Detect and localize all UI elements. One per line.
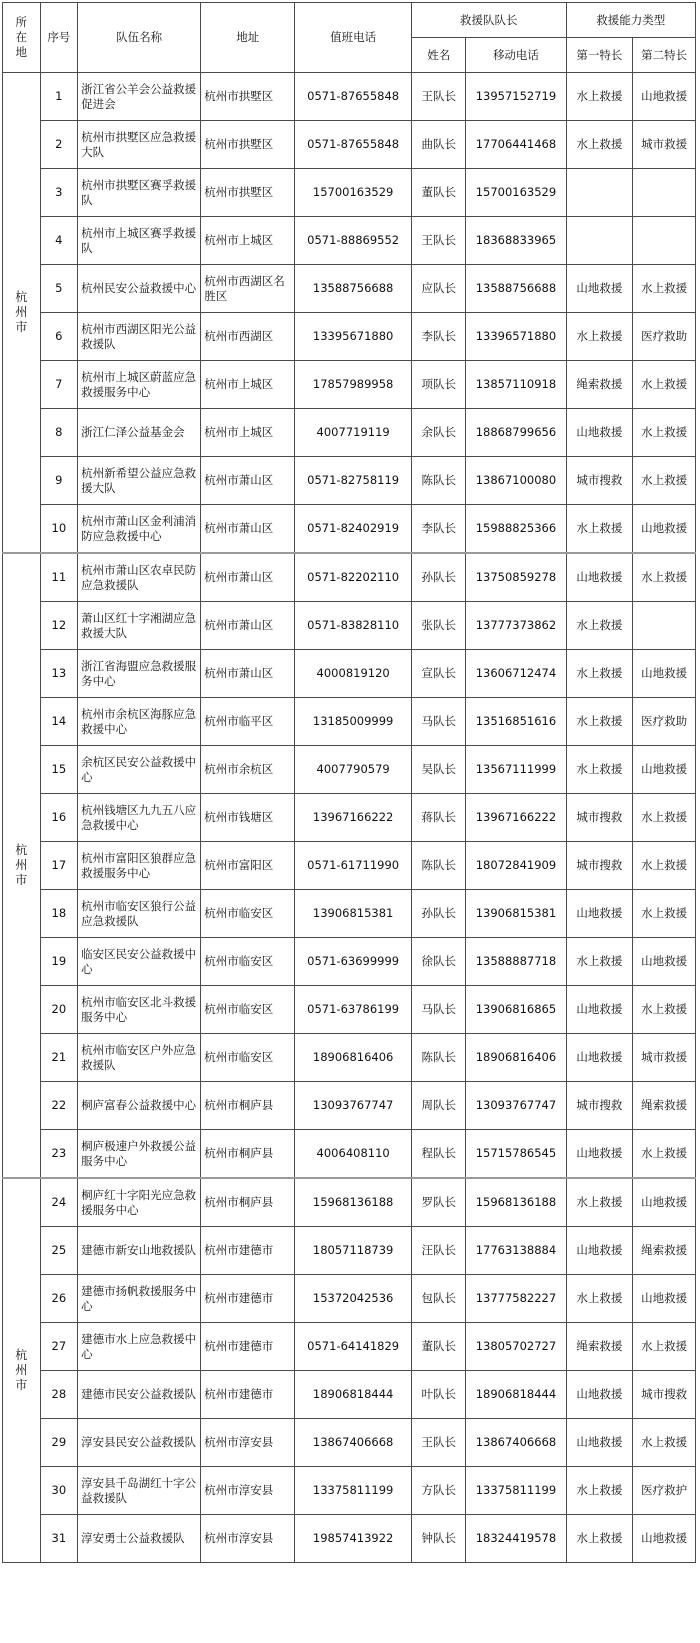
address-cell: 杭州市上城区 — [201, 361, 295, 409]
seq-cell: 2 — [40, 121, 78, 169]
leader-name-cell: 包队长 — [412, 1275, 466, 1323]
table-row — [3, 361, 696, 409]
first-specialty-cell: 城市搜救 — [566, 457, 633, 505]
team-name-cell: 杭州市萧山区金利浦消防应急救援中心 — [78, 505, 201, 554]
first-specialty-cell: 水上救援 — [566, 73, 633, 121]
duty-phone-cell: 4007790579 — [295, 746, 412, 794]
team-name-cell: 建德市扬帆救援服务中心 — [78, 1275, 201, 1323]
address-cell: 杭州市萧山区 — [201, 505, 295, 554]
header-leader-group: 救援队队长 — [412, 3, 566, 38]
header-first: 第一特长 — [566, 38, 633, 73]
first-specialty-cell: 水上救援 — [566, 602, 633, 650]
second-specialty-cell — [633, 169, 696, 217]
second-specialty-cell: 水上救援 — [633, 361, 696, 409]
leader-name-cell: 项队长 — [412, 361, 466, 409]
team-name-cell: 杭州市临安区狼行公益应急救援队 — [78, 890, 201, 938]
first-specialty-cell: 山地救援 — [566, 1419, 633, 1467]
leader-name-cell: 蒋队长 — [412, 794, 466, 842]
table-row — [3, 409, 696, 457]
duty-phone-cell: 0571-82758119 — [295, 457, 412, 505]
address-cell: 杭州市余杭区 — [201, 746, 295, 794]
mobile-cell: 13606712474 — [466, 650, 566, 698]
seq-cell: 25 — [40, 1227, 78, 1275]
team-name-cell: 杭州市临安区户外应急救援队 — [78, 1034, 201, 1082]
header-ability-group: 救援能力类型 — [566, 3, 695, 38]
team-name-cell: 杭州市西湖区阳光公益救援队 — [78, 313, 201, 361]
address-cell: 杭州市萧山区 — [201, 553, 295, 602]
leader-name-cell: 李队长 — [412, 505, 466, 554]
mobile-cell: 15968136188 — [466, 1178, 566, 1227]
duty-phone-cell: 0571-87655848 — [295, 73, 412, 121]
duty-phone-cell: 18906818444 — [295, 1371, 412, 1419]
leader-name-cell: 宣队长 — [412, 650, 466, 698]
team-name-cell: 临安区民安公益救援中心 — [78, 938, 201, 986]
leader-name-cell: 陈队长 — [412, 842, 466, 890]
team-name-cell: 杭州市富阳区狼群应急救援服务中心 — [78, 842, 201, 890]
table-header — [3, 3, 696, 73]
address-cell: 杭州市建德市 — [201, 1323, 295, 1371]
second-specialty-cell: 山地救援 — [633, 1515, 696, 1563]
mobile-cell: 18868799656 — [466, 409, 566, 457]
leader-name-cell: 叶队长 — [412, 1371, 466, 1419]
table-row — [3, 1323, 696, 1371]
address-cell: 杭州市临安区 — [201, 986, 295, 1034]
mobile-cell: 13967166222 — [466, 794, 566, 842]
first-specialty-cell: 水上救援 — [566, 1467, 633, 1515]
leader-name-cell: 程队长 — [412, 1130, 466, 1179]
table-row — [3, 938, 696, 986]
first-specialty-cell: 城市搜救 — [566, 842, 633, 890]
first-specialty-cell: 山地救援 — [566, 553, 633, 602]
mobile-cell: 13857110918 — [466, 361, 566, 409]
mobile-cell: 13750859278 — [466, 553, 566, 602]
team-name-cell: 杭州市上城区赛孚救援队 — [78, 217, 201, 265]
seq-cell: 10 — [40, 505, 78, 554]
seq-cell: 23 — [40, 1130, 78, 1179]
first-specialty-cell: 山地救援 — [566, 265, 633, 313]
duty-phone-cell: 13375811199 — [295, 1467, 412, 1515]
second-specialty-cell: 水上救援 — [633, 265, 696, 313]
leader-name-cell: 董队长 — [412, 169, 466, 217]
table-row — [3, 169, 696, 217]
second-specialty-cell: 水上救援 — [633, 553, 696, 602]
first-specialty-cell: 山地救援 — [566, 1130, 633, 1179]
table-row — [3, 1515, 696, 1563]
table-row — [3, 698, 696, 746]
duty-phone-cell: 13906815381 — [295, 890, 412, 938]
duty-phone-cell: 13967166222 — [295, 794, 412, 842]
header-address: 地址 — [201, 3, 295, 73]
mobile-cell: 15700163529 — [466, 169, 566, 217]
duty-phone-cell: 18906816406 — [295, 1034, 412, 1082]
leader-name-cell: 应队长 — [412, 265, 466, 313]
first-specialty-cell: 水上救援 — [566, 1275, 633, 1323]
mobile-cell: 13777373862 — [466, 602, 566, 650]
table-row — [3, 505, 696, 554]
seq-cell: 15 — [40, 746, 78, 794]
second-specialty-cell: 绳索救援 — [633, 1227, 696, 1275]
address-cell: 杭州市临安区 — [201, 938, 295, 986]
duty-phone-cell: 15372042536 — [295, 1275, 412, 1323]
team-name-cell: 淳安县千岛湖红十字公益救援队 — [78, 1467, 201, 1515]
team-name-cell: 桐庐红十字阳光应急救援服务中心 — [78, 1178, 201, 1227]
second-specialty-cell: 医疗救护 — [633, 1467, 696, 1515]
duty-phone-cell: 0571-61711990 — [295, 842, 412, 890]
team-name-cell: 建德市民安公益救援队 — [78, 1371, 201, 1419]
first-specialty-cell — [566, 217, 633, 265]
leader-name-cell: 孙队长 — [412, 553, 466, 602]
duty-phone-cell: 0571-64141829 — [295, 1323, 412, 1371]
first-specialty-cell: 水上救援 — [566, 1178, 633, 1227]
team-name-cell: 杭州市临安区北斗救援服务中心 — [78, 986, 201, 1034]
table-row — [3, 986, 696, 1034]
second-specialty-cell: 山地救援 — [633, 650, 696, 698]
team-name-cell: 桐庐极速户外救援公益服务中心 — [78, 1130, 201, 1179]
mobile-cell: 13396571880 — [466, 313, 566, 361]
leader-name-cell: 王队长 — [412, 217, 466, 265]
leader-name-cell: 孙队长 — [412, 890, 466, 938]
team-name-cell: 杭州市余杭区海豚应急救援中心 — [78, 698, 201, 746]
seq-cell: 21 — [40, 1034, 78, 1082]
mobile-cell: 18072841909 — [466, 842, 566, 890]
duty-phone-cell: 0571-82402919 — [295, 505, 412, 554]
second-specialty-cell: 水上救援 — [633, 794, 696, 842]
second-specialty-cell: 水上救援 — [633, 842, 696, 890]
duty-phone-cell: 0571-82202110 — [295, 553, 412, 602]
mobile-cell: 13375811199 — [466, 1467, 566, 1515]
seq-cell: 20 — [40, 986, 78, 1034]
duty-phone-cell: 15700163529 — [295, 169, 412, 217]
duty-phone-cell: 4000819120 — [295, 650, 412, 698]
team-name-cell: 桐庐富春公益救援中心 — [78, 1082, 201, 1130]
table-row — [3, 1130, 696, 1179]
mobile-cell: 17706441468 — [466, 121, 566, 169]
seq-cell: 1 — [40, 73, 78, 121]
duty-phone-cell: 13395671880 — [295, 313, 412, 361]
table-row — [3, 1034, 696, 1082]
duty-phone-cell: 13093767747 — [295, 1082, 412, 1130]
seq-cell: 31 — [40, 1515, 78, 1563]
header-seq: 序号 — [40, 3, 78, 73]
first-specialty-cell: 水上救援 — [566, 698, 633, 746]
address-cell: 杭州市临安区 — [201, 1034, 295, 1082]
leader-name-cell: 余队长 — [412, 409, 466, 457]
second-specialty-cell: 山地救援 — [633, 1178, 696, 1227]
table-row — [3, 217, 696, 265]
leader-name-cell: 王队长 — [412, 1419, 466, 1467]
seq-cell: 29 — [40, 1419, 78, 1467]
first-specialty-cell: 城市搜救 — [566, 794, 633, 842]
team-name-cell: 杭州民安公益救援中心 — [78, 265, 201, 313]
mobile-cell: 18906818444 — [466, 1371, 566, 1419]
duty-phone-cell: 15968136188 — [295, 1178, 412, 1227]
first-specialty-cell: 绳索救援 — [566, 361, 633, 409]
first-specialty-cell — [566, 169, 633, 217]
duty-phone-cell: 13867406668 — [295, 1419, 412, 1467]
table-row — [3, 602, 696, 650]
address-cell: 杭州市上城区 — [201, 409, 295, 457]
table-row — [3, 1178, 696, 1227]
second-specialty-cell: 水上救援 — [633, 890, 696, 938]
second-specialty-cell: 水上救援 — [633, 457, 696, 505]
second-specialty-cell: 绳索救援 — [633, 1082, 696, 1130]
table-row — [3, 890, 696, 938]
team-name-cell: 杭州市拱墅区应急救援大队 — [78, 121, 201, 169]
seq-cell: 14 — [40, 698, 78, 746]
duty-phone-cell: 0571-88869552 — [295, 217, 412, 265]
address-cell: 杭州市上城区 — [201, 217, 295, 265]
first-specialty-cell: 水上救援 — [566, 1515, 633, 1563]
address-cell: 杭州市建德市 — [201, 1275, 295, 1323]
leader-name-cell: 周队长 — [412, 1082, 466, 1130]
duty-phone-cell: 0571-63786199 — [295, 986, 412, 1034]
duty-phone-cell: 17857989958 — [295, 361, 412, 409]
second-specialty-cell: 水上救援 — [633, 1323, 696, 1371]
second-specialty-cell: 山地救援 — [633, 73, 696, 121]
first-specialty-cell: 水上救援 — [566, 746, 633, 794]
address-cell: 杭州市萧山区 — [201, 457, 295, 505]
seq-cell: 18 — [40, 890, 78, 938]
address-cell: 杭州市西湖区名胜区 — [201, 265, 295, 313]
seq-cell: 5 — [40, 265, 78, 313]
table-row — [3, 457, 696, 505]
team-name-cell: 余杭区民安公益救援中心 — [78, 746, 201, 794]
leader-name-cell: 曲队长 — [412, 121, 466, 169]
first-specialty-cell: 山地救援 — [566, 1371, 633, 1419]
first-specialty-cell: 山地救援 — [566, 986, 633, 1034]
address-cell: 杭州市临平区 — [201, 698, 295, 746]
duty-phone-cell: 0571-83828110 — [295, 602, 412, 650]
leader-name-cell: 汪队长 — [412, 1227, 466, 1275]
leader-name-cell: 钟队长 — [412, 1515, 466, 1563]
mobile-cell: 13588887718 — [466, 938, 566, 986]
address-cell: 杭州市拱墅区 — [201, 121, 295, 169]
seq-cell: 3 — [40, 169, 78, 217]
table-row — [3, 313, 696, 361]
team-name-cell: 淳安县民安公益救援队 — [78, 1419, 201, 1467]
team-name-cell: 建德市新安山地救援队 — [78, 1227, 201, 1275]
table-row — [3, 265, 696, 313]
seq-cell: 7 — [40, 361, 78, 409]
mobile-cell: 13588756688 — [466, 265, 566, 313]
table-body — [3, 73, 696, 1563]
address-cell: 杭州市桐庐县 — [201, 1130, 295, 1179]
second-specialty-cell: 医疗救助 — [633, 698, 696, 746]
first-specialty-cell: 水上救援 — [566, 505, 633, 554]
table-row — [3, 1082, 696, 1130]
second-specialty-cell: 水上救援 — [633, 1130, 696, 1179]
leader-name-cell: 陈队长 — [412, 457, 466, 505]
region-cell: 杭州市 — [3, 553, 41, 1178]
mobile-cell: 13093767747 — [466, 1082, 566, 1130]
mobile-cell: 13906816865 — [466, 986, 566, 1034]
first-specialty-cell: 城市搜救 — [566, 1082, 633, 1130]
duty-phone-cell: 0571-87655848 — [295, 121, 412, 169]
second-specialty-cell — [633, 217, 696, 265]
second-specialty-cell: 水上救援 — [633, 986, 696, 1034]
mobile-cell: 18368833965 — [466, 217, 566, 265]
leader-name-cell: 张队长 — [412, 602, 466, 650]
address-cell: 杭州市富阳区 — [201, 842, 295, 890]
duty-phone-cell: 4007719119 — [295, 409, 412, 457]
table-row — [3, 650, 696, 698]
table-row — [3, 1419, 696, 1467]
address-cell: 杭州市拱墅区 — [201, 73, 295, 121]
mobile-cell: 18324419578 — [466, 1515, 566, 1563]
mobile-cell: 13516851616 — [466, 698, 566, 746]
header-second: 第二特长 — [633, 38, 696, 73]
mobile-cell: 15988825366 — [466, 505, 566, 554]
seq-cell: 6 — [40, 313, 78, 361]
team-name-cell: 杭州钱塘区九九五八应急救援中心 — [78, 794, 201, 842]
second-specialty-cell — [633, 602, 696, 650]
seq-cell: 22 — [40, 1082, 78, 1130]
address-cell: 杭州市淳安县 — [201, 1419, 295, 1467]
first-specialty-cell: 山地救援 — [566, 890, 633, 938]
seq-cell: 4 — [40, 217, 78, 265]
first-specialty-cell: 水上救援 — [566, 121, 633, 169]
region-cell: 杭州市 — [3, 73, 41, 554]
seq-cell: 12 — [40, 602, 78, 650]
second-specialty-cell: 水上救援 — [633, 1419, 696, 1467]
mobile-cell: 13567111999 — [466, 746, 566, 794]
seq-cell: 16 — [40, 794, 78, 842]
address-cell: 杭州市淳安县 — [201, 1467, 295, 1515]
second-specialty-cell: 城市救援 — [633, 1034, 696, 1082]
seq-cell: 24 — [40, 1178, 78, 1227]
leader-name-cell: 董队长 — [412, 1323, 466, 1371]
team-name-cell: 建德市水上应急救援中心 — [78, 1323, 201, 1371]
mobile-cell: 13777582227 — [466, 1275, 566, 1323]
team-name-cell: 杭州新希望公益应急救援大队 — [78, 457, 201, 505]
duty-phone-cell: 13185009999 — [295, 698, 412, 746]
first-specialty-cell: 水上救援 — [566, 938, 633, 986]
rescue-team-table — [2, 2, 696, 1563]
leader-name-cell: 李队长 — [412, 313, 466, 361]
mobile-cell: 13867100080 — [466, 457, 566, 505]
second-specialty-cell: 城市救援 — [633, 121, 696, 169]
team-name-cell: 淳安勇士公益救援队 — [78, 1515, 201, 1563]
address-cell: 杭州市萧山区 — [201, 602, 295, 650]
region-cell: 杭州市 — [3, 1178, 41, 1563]
seq-cell: 17 — [40, 842, 78, 890]
table-row — [3, 1275, 696, 1323]
second-specialty-cell: 山地救援 — [633, 746, 696, 794]
document-page — [0, 2, 700, 1643]
table-row — [3, 746, 696, 794]
header-leader-name: 姓名 — [412, 38, 466, 73]
address-cell: 杭州市钱塘区 — [201, 794, 295, 842]
header-mobile: 移动电话 — [466, 38, 566, 73]
seq-cell: 26 — [40, 1275, 78, 1323]
table-row — [3, 121, 696, 169]
address-cell: 杭州市临安区 — [201, 890, 295, 938]
table-row — [3, 553, 696, 602]
first-specialty-cell: 绳索救援 — [566, 1323, 633, 1371]
seq-cell: 28 — [40, 1371, 78, 1419]
team-name-cell: 浙江仁泽公益基金会 — [78, 409, 201, 457]
mobile-cell: 18906816406 — [466, 1034, 566, 1082]
address-cell: 杭州市建德市 — [201, 1227, 295, 1275]
table-row — [3, 1227, 696, 1275]
duty-phone-cell: 18057118739 — [295, 1227, 412, 1275]
leader-name-cell: 吴队长 — [412, 746, 466, 794]
duty-phone-cell: 4006408110 — [295, 1130, 412, 1179]
table-row — [3, 73, 696, 121]
header-region: 所在地 — [3, 3, 41, 73]
header-team: 队伍名称 — [78, 3, 201, 73]
second-specialty-cell: 水上救援 — [633, 409, 696, 457]
address-cell: 杭州市淳安县 — [201, 1515, 295, 1563]
mobile-cell: 17763138884 — [466, 1227, 566, 1275]
team-name-cell: 杭州市萧山区农卓民防应急救援队 — [78, 553, 201, 602]
mobile-cell: 13906815381 — [466, 890, 566, 938]
seq-cell: 9 — [40, 457, 78, 505]
duty-phone-cell: 13588756688 — [295, 265, 412, 313]
team-name-cell: 萧山区红十字湘湖应急救援大队 — [78, 602, 201, 650]
address-cell: 杭州市桐庐县 — [201, 1178, 295, 1227]
team-name-cell: 杭州市上城区蔚蓝应急救援服务中心 — [78, 361, 201, 409]
team-name-cell: 杭州市拱墅区赛孚救援队 — [78, 169, 201, 217]
leader-name-cell: 徐队长 — [412, 938, 466, 986]
address-cell: 杭州市建德市 — [201, 1371, 295, 1419]
address-cell: 杭州市拱墅区 — [201, 169, 295, 217]
header-duty-phone: 值班电话 — [295, 3, 412, 73]
duty-phone-cell: 0571-63699999 — [295, 938, 412, 986]
address-cell: 杭州市西湖区 — [201, 313, 295, 361]
team-name-cell: 浙江省公羊会公益救援促进会 — [78, 73, 201, 121]
first-specialty-cell: 山地救援 — [566, 1227, 633, 1275]
second-specialty-cell: 山地救援 — [633, 938, 696, 986]
table-row — [3, 794, 696, 842]
leader-name-cell: 方队长 — [412, 1467, 466, 1515]
address-cell: 杭州市萧山区 — [201, 650, 295, 698]
first-specialty-cell: 山地救援 — [566, 409, 633, 457]
leader-name-cell: 陈队长 — [412, 1034, 466, 1082]
second-specialty-cell: 城市搜救 — [633, 1371, 696, 1419]
mobile-cell: 13867406668 — [466, 1419, 566, 1467]
seq-cell: 27 — [40, 1323, 78, 1371]
seq-cell: 11 — [40, 553, 78, 602]
leader-name-cell: 马队长 — [412, 986, 466, 1034]
mobile-cell: 13805702727 — [466, 1323, 566, 1371]
first-specialty-cell: 水上救援 — [566, 650, 633, 698]
second-specialty-cell: 医疗救助 — [633, 313, 696, 361]
team-name-cell: 浙江省海盟应急救援服务中心 — [78, 650, 201, 698]
table-row — [3, 1467, 696, 1515]
seq-cell: 8 — [40, 409, 78, 457]
leader-name-cell: 王队长 — [412, 73, 466, 121]
seq-cell: 30 — [40, 1467, 78, 1515]
table-row — [3, 1371, 696, 1419]
duty-phone-cell: 19857413922 — [295, 1515, 412, 1563]
mobile-cell: 15715786545 — [466, 1130, 566, 1179]
address-cell: 杭州市桐庐县 — [201, 1082, 295, 1130]
seq-cell: 19 — [40, 938, 78, 986]
leader-name-cell: 罗队长 — [412, 1178, 466, 1227]
leader-name-cell: 马队长 — [412, 698, 466, 746]
first-specialty-cell: 山地救援 — [566, 1034, 633, 1082]
second-specialty-cell: 山地救援 — [633, 505, 696, 554]
second-specialty-cell: 山地救援 — [633, 1275, 696, 1323]
seq-cell: 13 — [40, 650, 78, 698]
table-row — [3, 842, 696, 890]
mobile-cell: 13957152719 — [466, 73, 566, 121]
first-specialty-cell: 水上救援 — [566, 313, 633, 361]
